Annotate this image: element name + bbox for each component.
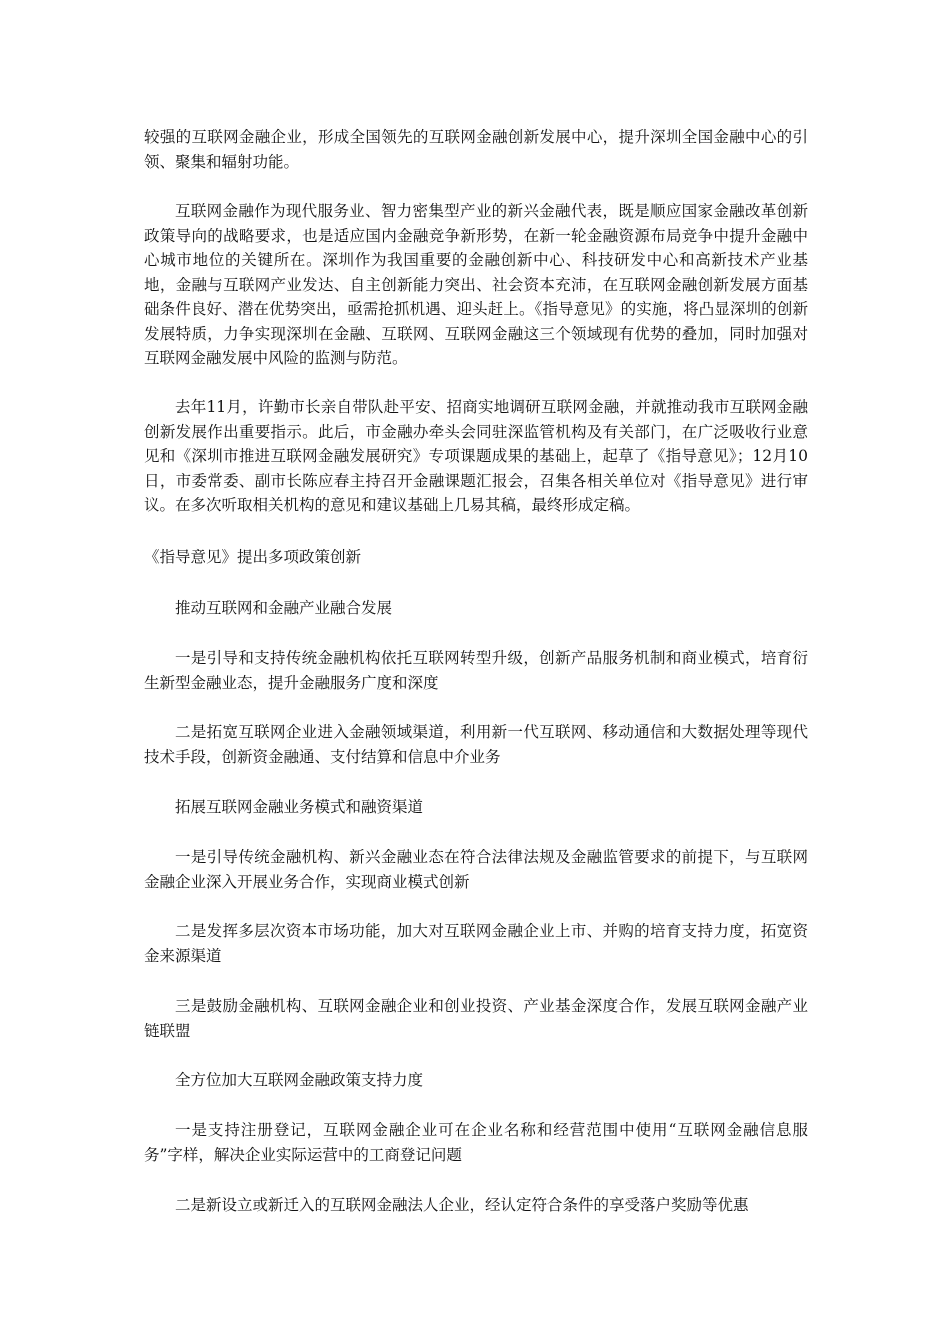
list-item-support-2: 二是新设立或新迁入的互联网金融法人企业，经认定符合条件的享受落户奖励等优惠 bbox=[175, 1196, 749, 1214]
list-item-support-1: 一是支持注册登记，互联网金融企业可在企业名称和经营范围中使用“互联网金融信息服务”字样，解决企业实际运营中的工商登记问题 bbox=[144, 1121, 808, 1164]
paragraph-internet-finance-significance: 互联网金融作为现代服务业、智力密集型产业的新兴金融代表，既是顺应国家金融改革创新政策导向的战略要求，也是适应国内金融竞争新形势，在新一轮金融资源布局竞争中提升金融中心城市地位的关键所在。深圳作为我国重要的金融创新中心、科技研发中心和高新技术产业基地，金融与互联网产业发达、自主创新能力突出、社会资本充沛，在互联网金融创新发展方面基础条件良好、潜在优势突出，亟需抢抓机遇、迎头赶上。《指导意见》的实施，将凸显深圳的创新发展特质，力争实现深圳在金融、互联网、互联网金融这三个领域现有优势的叠加，同时加强对互联网金融发展中风险的监测与防范。 bbox=[144, 202, 808, 367]
subheading-industry-integration: 推动互联网和金融产业融合发展 bbox=[175, 599, 393, 617]
paragraph-continuation: 较强的互联网金融企业，形成全国领先的互联网金融创新发展中心，提升深圳全国金融中心的引领、聚集和辐射功能。 bbox=[144, 128, 808, 171]
subheading-business-models: 拓展互联网金融业务模式和融资渠道 bbox=[175, 798, 424, 816]
list-item-models-2: 二是发挥多层次资本市场功能，加大对互联网金融企业上市、并购的培育支持力度，拓宽资金来源渠道 bbox=[144, 922, 808, 965]
list-item-models-3: 三是鼓励金融机构、互联网金融企业和创业投资、产业基金深度合作，发展互联网金融产业链联盟 bbox=[144, 997, 808, 1040]
paragraph-drafting-process: 去年11月，许勤市长亲自带队赴平安、招商实地调研互联网金融，并就推动我市互联网金融创新发展作出重要指示。此后，市金融办牵头会同驻深监管机构及有关部门，在广泛吸收行业意见和《深圳市推进互联网金融发展研究》专项课题成果的基础上，起草了《指导意见》；12月10日，市委常委、副市长陈应春主持召开金融课题汇报会，召集各相关单位对《指导意见》进行审议。在多次听取相关机构的意见和建议基础上几易其稿，最终形成定稿。 bbox=[144, 398, 808, 514]
list-item-integration-1: 一是引导和支持传统金融机构依托互联网转型升级，创新产品服务机制和商业模式，培育衍生新型金融业态，提升金融服务广度和深度 bbox=[144, 649, 808, 692]
list-item-models-1: 一是引导传统金融机构、新兴金融业态在符合法律法规及金融监管要求的前提下，与互联网金融企业深入开展业务合作，实现商业模式创新 bbox=[144, 848, 808, 891]
section-heading-policy-innovation: 《指导意见》提出多项政策创新 bbox=[144, 548, 362, 566]
subheading-policy-support: 全方位加大互联网金融政策支持力度 bbox=[175, 1071, 424, 1089]
list-item-integration-2: 二是拓宽互联网企业进入金融领域渠道，利用新一代互联网、移动通信和大数据处理等现代技术手段，创新资金融通、支付结算和信息中介业务 bbox=[144, 723, 808, 766]
